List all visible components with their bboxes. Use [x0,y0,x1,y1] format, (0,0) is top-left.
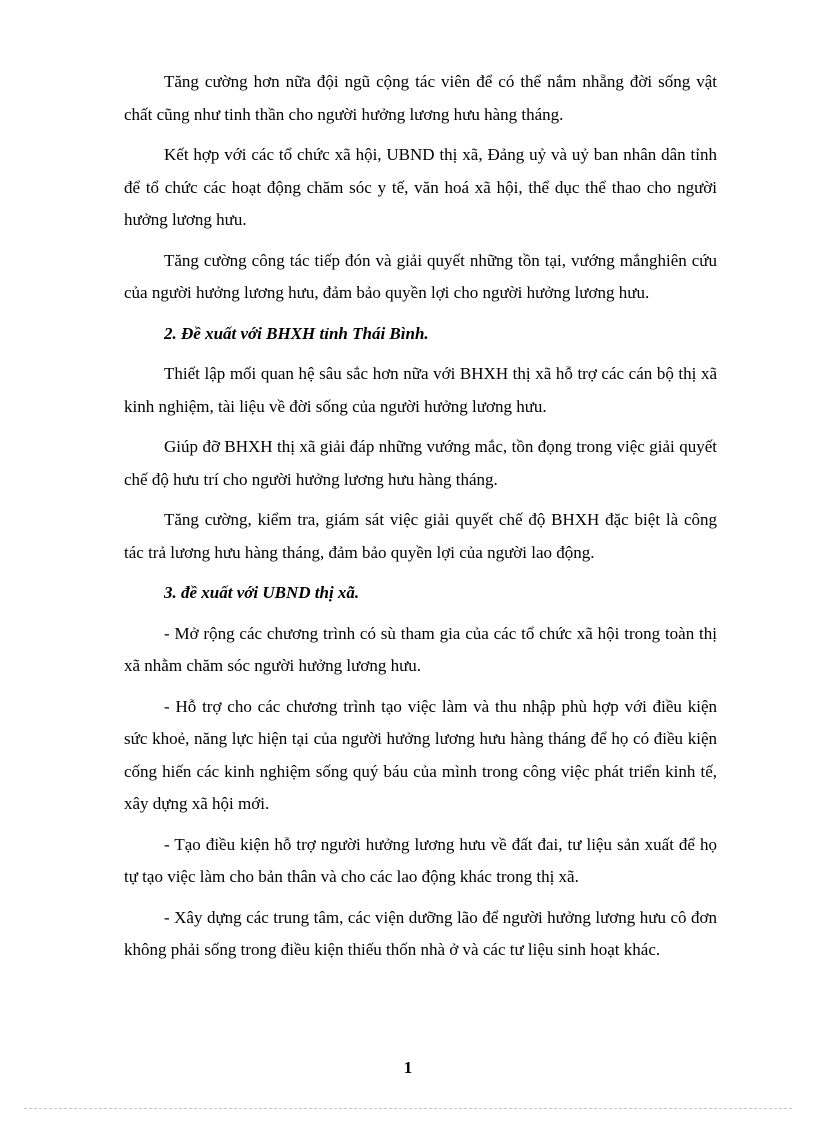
paragraph: - Xây dựng các trung tâm, các viện dưỡng lão để người hưởng lương hưu cô đơn không phải sống trong điều kiện thiếu thốn nhà ở và các tư liệu sinh hoạt khác. [124,907,717,959]
paragraph: - Hỗ trợ cho các chương trình tạo việc làm và thu nhập phù hợp với điều kiện sức khoẻ, năng lực hiện tại của người hưởng lương hưu hàng tháng để họ có điều kiện cống hiến các kinh nghiệm sống quý báu của mình trong công việc phát triển kinh tế, xây dựng xã hội mới. [124,696,717,813]
paragraph: - Tạo điều kiện hỗ trợ người hưởng lương hưu về đất đai, tư liệu sản xuất để họ tự tạo việc làm cho bản thân và cho các lao động khác trong thị xã. [124,834,717,886]
paragraph: Tăng cường hơn nữa đội ngũ cộng tác viên để có thể nắm nhẵng đời sống vật chất cũng như tinh thần cho người hưởng lương hưu hàng tháng. [124,72,717,124]
page-number: 1 [403,1058,413,1077]
section-heading: 3. đề xuất với UBND thị xã. [164,583,360,602]
paragraph: - Mở rộng các chương trình có sù tham gia của các tổ chức xã hội trong toàn thị xã nhằm chăm sóc người hưởng lương hưu. [124,623,717,675]
paragraph: Thiết lập mối quan hệ sâu sắc hơn nữa với BHXH thị xã hỗ trợ các cán bộ thị xã kinh nghiệm, tài liệu về đời sống của người hưởng lương hưu. [124,364,717,416]
paragraph: Kết hợp với các tổ chức xã hội, UBND thị xã, Đảng uỷ và uỷ ban nhân dân tỉnh để tổ chức các hoạt động chăm sóc y tế, văn hoá xã hội, thể dục thể thao cho người hưởng lương hưu. [124,145,717,229]
document-body [124,66,717,975]
paragraph: Tăng cường công tác tiếp đón và giải quyết những tồn tại, vướng mắnghiên cứu của người hưởng lương hưu, đảm bảo quyền lợi cho người hưởng lương hưu. [124,250,717,302]
page-bottom-divider [24,1108,792,1109]
section-heading: 2. Đề xuất với BHXH tỉnh Thái Bình. [164,323,429,343]
paragraph: Tăng cường, kiểm tra, giám sát việc giải quyết chế độ BHXH đặc biệt là công tác trả lương hưu hàng tháng, đảm bảo quyền lợi của người lao động. [124,510,717,562]
paragraph: Giúp đỡ BHXH thị xã giải đáp những vướng mắc, tồn đọng trong việc giải quyết chế độ hưu trí cho người hưởng lương hưu hàng tháng. [124,437,717,489]
